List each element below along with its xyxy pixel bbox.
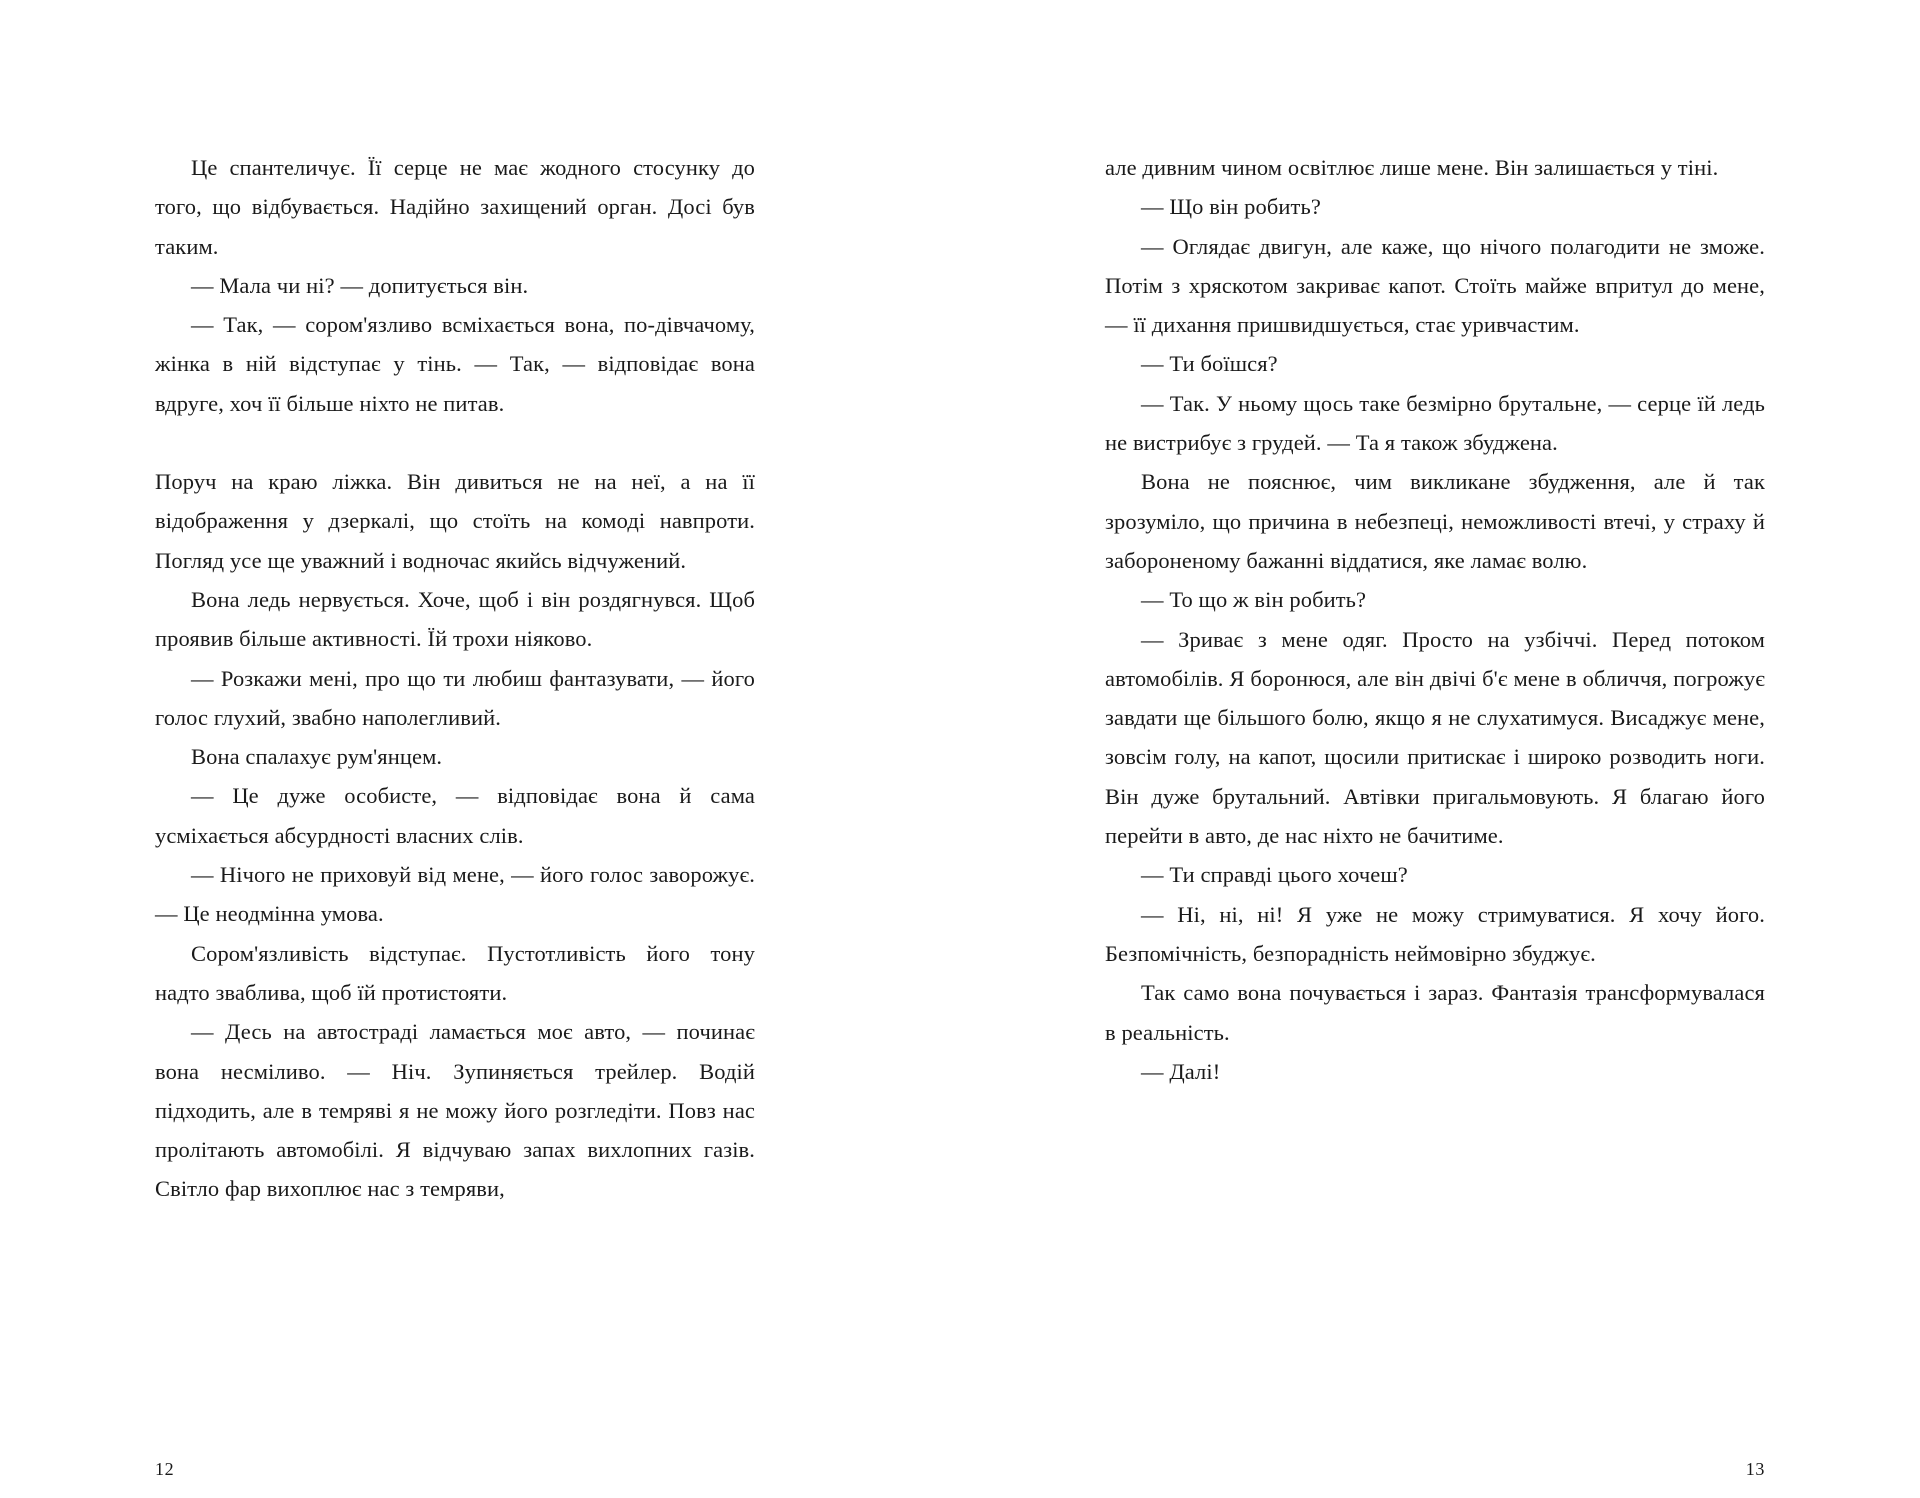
paragraph: Поруч на краю ліжка. Він дивиться не на неї, а на її відображення у дзеркалі, що стоїть на комоді навпроти. Погляд усе ще уважний і водночас якийсь відчужений. <box>155 469 755 573</box>
paragraph: Вона спалахує рум'янцем. <box>191 744 443 770</box>
paragraph: — Ні, ні, ні! Я уже не можу стримуватися. Я хочу його. Безпомічність, безпорадність неймовірно збуджує. <box>1105 901 1765 966</box>
paragraph: Сором'язливість відступає. Пустотливість його тону надто зваблива, щоб їй протистояти. <box>155 940 755 1005</box>
left-page <box>0 148 960 1498</box>
paragraph: — Оглядає двигун, але каже, що нічого полагодити не зможе. Потім з хряскотом закриває капот. Стоїть майже впритул до мене, — її дихання пришвидшується, стає уривчастим. <box>1105 233 1765 338</box>
paragraph: — Ти справді цього хочеш? <box>1141 862 1408 888</box>
paragraph: Це спантеличує. Її серце не має жодного стосунку до того, що відбувається. Надійно захищений орган. Досі був таким. <box>155 155 755 259</box>
paragraph: Так само вона почувається і зараз. Фантазія трансформувалася в реальність. <box>1105 980 1765 1045</box>
paragraph: але дивним чином освітлює лише мене. Він залишається у тіні. <box>1105 155 1719 180</box>
paragraph: — Нічого не приховуй від мене, — його голос заворожує. — Це неодмінна умова. <box>155 862 755 927</box>
paragraph: — Десь на автостраді ламається моє авто, — починає вона несміливо. — Ніч. Зупиняється трейлер. Водій підходить, але в темряві я не можу його розгледіти. Повз нас пролітають автомобілі. Я відчуваю запах вихлопних газів. Світло фар вихоплює нас з темряви, <box>155 1019 755 1202</box>
paragraph: — Що він робить? <box>1141 194 1321 220</box>
paragraph: — Так, — сором'язливо всміхається вона, по-дівчачому, жінка в ній відступає у тінь. — Так, — відповідає вона вдруге, хоч її більше ніхто не питав. <box>155 312 755 416</box>
paragraph: — Це дуже особисте, — відповідає вона й сама усміхається абсурдності власних слів. <box>155 783 755 848</box>
paragraph: — Мала чи ні? — допитується він. <box>191 272 529 298</box>
paragraph: Вона ледь нервується. Хоче, щоб і він роздягнувся. Щоб проявив більше активності. Їй трохи ніяково. <box>155 586 755 652</box>
right-page-text-column <box>1105 148 1765 1091</box>
page-number-left: 12 <box>155 1459 175 1479</box>
paragraph: — То що ж він робить? <box>1141 587 1367 613</box>
paragraph: — Розкажи мені, про що ти любиш фантазувати, — його голос глухий, звабно наполегливий. <box>155 665 755 730</box>
paragraph: — Зриває з мене одяг. Просто на узбіччі. Перед потоком автомобілів. Я боронюся, але він двічі б'є мене в обличчя, погрожує завдати ще більшого болю, якщо я не слухатимуся. Висаджує мене, зовсім голу, на капот, щосили притискає і широко розводить ноги. Він дуже брутальний. Автівки пригальмовують. Я благаю його перейти в авто, де нас ніхто не бачитиме. <box>1105 626 1765 849</box>
page-number-right: 13 <box>1745 1459 1765 1479</box>
left-page-text-column <box>155 148 755 1209</box>
paragraph: — Ти боїшся? <box>1141 351 1278 377</box>
paragraph: Вона не пояснює, чим викликане збудження, але й так зрозуміло, що причина в небезпеці, неможливості втечі, у страху й забороненому бажанні віддатися, яке ламає волю. <box>1105 469 1765 573</box>
paragraph: — Так. У ньому щось таке безмірно брутальне, — серце їй ледь не вистрибує з грудей. — Та я також збуджена. <box>1105 390 1765 456</box>
paragraph: — Далі! <box>1141 1058 1221 1084</box>
right-page <box>960 148 1920 1498</box>
